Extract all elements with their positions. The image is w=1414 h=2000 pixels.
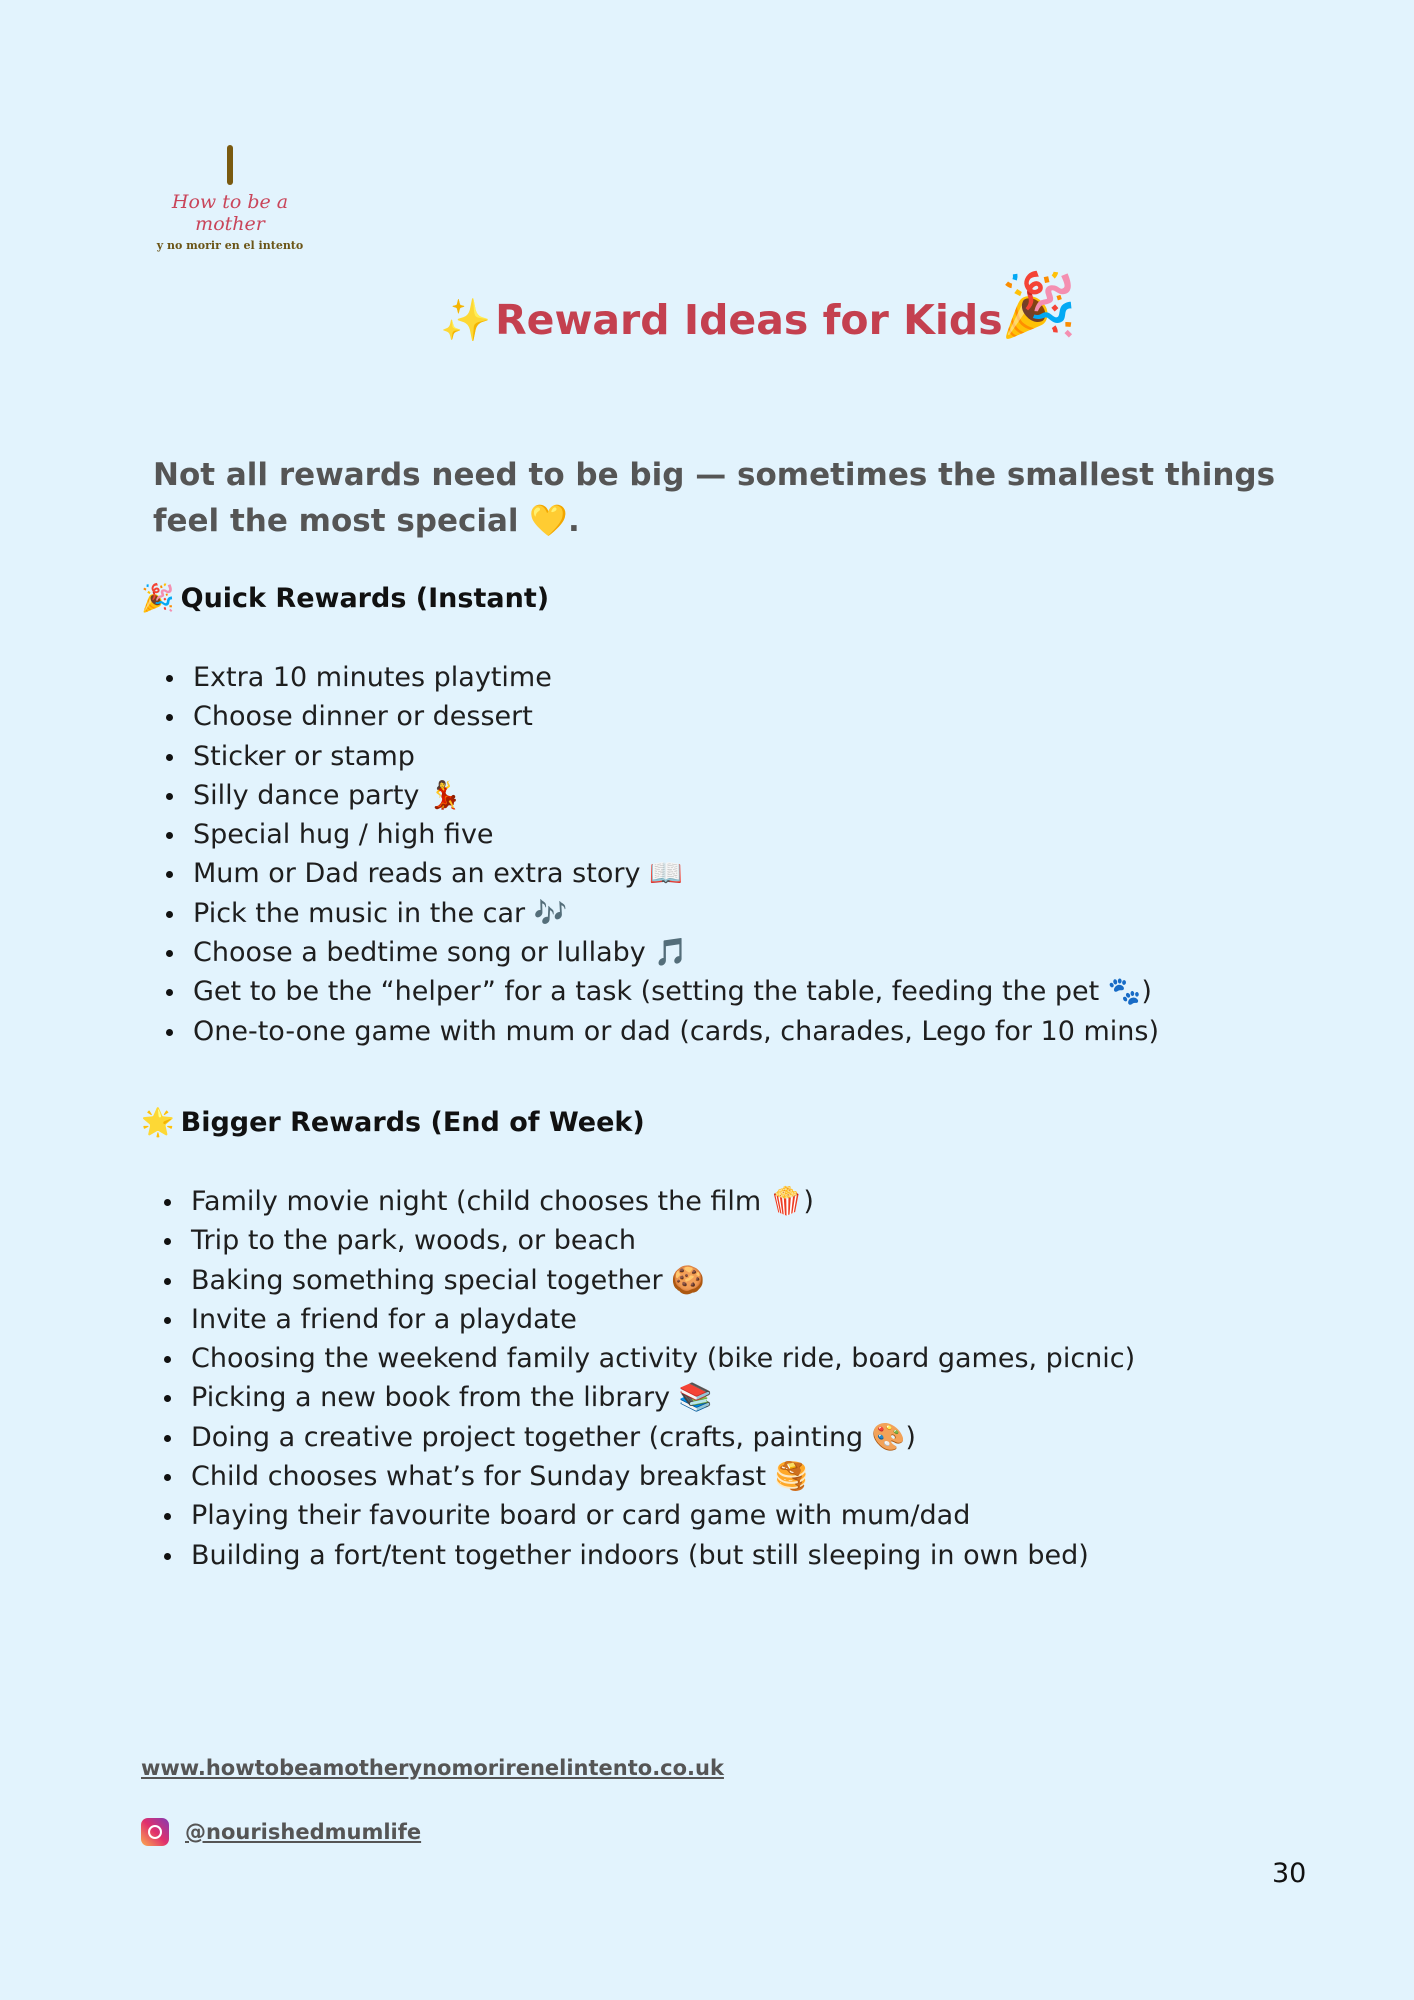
logo-subtitle: y no morir en el intento <box>156 239 304 252</box>
list-item: Doing a creative project together (crafts, painting 🎨) <box>164 1418 1135 1457</box>
page-title-text: Reward Ideas for Kids <box>495 296 1003 344</box>
instagram-handle <box>141 1818 421 1846</box>
list-item: Silly dance party 💃 <box>166 776 1159 815</box>
brand-logo <box>140 145 320 252</box>
list-item: One-to-one game with mum or dad (cards, charades, Lego for 10 mins) <box>166 1012 1159 1051</box>
section-heading-text: Bigger Rewards (End of Week) <box>180 1107 645 1138</box>
party-popper-icon: 🎉 <box>1000 268 1078 341</box>
sparkles-icon: ✨ <box>440 296 492 344</box>
list-item: Trip to the park, woods, or beach <box>164 1221 1135 1260</box>
logo-figure-icon <box>227 145 233 185</box>
list-item: Get to be the “helper” for a task (setting the table, feeding the pet 🐾) <box>166 972 1159 1011</box>
list-item: Picking a new book from the library 📚 <box>164 1378 1135 1417</box>
page-number: 30 <box>1272 1858 1307 1889</box>
website-link[interactable]: www.howtobeamotherynomorirenelintento.co.uk <box>141 1756 724 1780</box>
bigger-rewards-list <box>164 1182 1135 1575</box>
list-item: Invite a friend for a playdate <box>164 1300 1135 1339</box>
list-item: Baking something special together 🍪 <box>164 1261 1135 1300</box>
instagram-icon <box>141 1818 169 1846</box>
list-item: Sticker or stamp <box>166 737 1159 776</box>
intro-paragraph <box>153 452 1283 544</box>
instagram-link[interactable]: @nourishedmumlife <box>185 1820 422 1844</box>
list-item: Mum or Dad reads an extra story 📖 <box>166 854 1159 893</box>
intro-end: . <box>567 503 580 539</box>
list-item: Choose dinner or dessert <box>166 697 1159 736</box>
section-heading-quick-rewards <box>141 582 549 614</box>
yellow-heart-icon: 💛 <box>529 503 568 539</box>
list-item: Family movie night (child chooses the film 🍿) <box>164 1182 1135 1221</box>
list-item: Extra 10 minutes playtime <box>166 658 1159 697</box>
logo-script-text: How to be a mother <box>171 191 289 235</box>
list-item: Pick the music in the car 🎶 <box>166 894 1159 933</box>
intro-text: Not all rewards need to be big — sometimes the smallest things feel the most special <box>153 457 1276 539</box>
list-item: Child chooses what’s for Sunday breakfast 🥞 <box>164 1457 1135 1496</box>
section-heading-text: Quick Rewards (Instant) <box>180 583 550 614</box>
list-item: Choosing the weekend family activity (bike ride, board games, picnic) <box>164 1339 1135 1378</box>
page-title <box>440 296 1003 345</box>
list-item: Building a fort/tent together indoors (but still sleeping in own bed) <box>164 1536 1135 1575</box>
section-heading-bigger-rewards <box>141 1106 645 1138</box>
party-popper-icon: 🎉 <box>141 583 175 614</box>
star-icon: 🌟 <box>141 1107 175 1138</box>
list-item: Choose a bedtime song or lullaby 🎵 <box>166 933 1159 972</box>
list-item: Special hug / high five <box>166 815 1159 854</box>
list-item: Playing their favourite board or card game with mum/dad <box>164 1496 1135 1535</box>
quick-rewards-list <box>166 658 1159 1051</box>
